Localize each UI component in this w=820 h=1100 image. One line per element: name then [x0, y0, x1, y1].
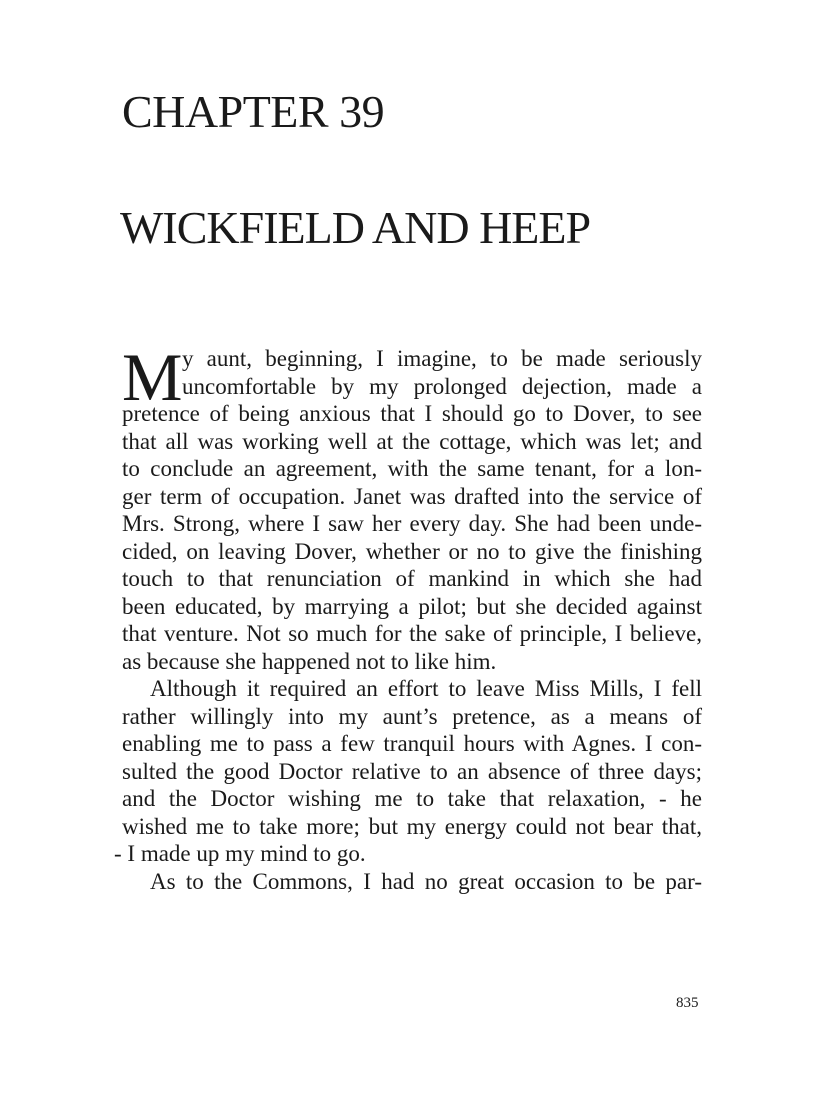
- text-line: wished me to take more; but my energy could not bear that,: [122, 813, 702, 839]
- text-line: that venture. Not so much for the sake of principle, I believe,: [122, 621, 702, 646]
- text-line: pretence of being anxious that I should go to Dover, to see: [122, 401, 702, 426]
- text-line: as because she happened not to like him.: [122, 648, 497, 674]
- text-line: that all was working well at the cottage, which was let; and: [122, 428, 702, 454]
- page-number: 835: [676, 995, 699, 1011]
- text-line: Mrs. Strong, where I saw her every day. She had been unde-: [122, 511, 702, 536]
- text-line: - I made up my mind to go.: [114, 841, 366, 866]
- chapter-number: CHAPTER 39: [122, 86, 385, 137]
- text-line: touch to that renunciation of mankind in which she had: [122, 566, 702, 591]
- chapter-title: WICKFIELD AND HEEP: [120, 202, 591, 253]
- text-line: As to the Commons, I had no great occasion to be par-: [150, 868, 702, 894]
- text-line: y aunt, beginning, I imagine, to be made seriously: [182, 346, 702, 371]
- text-line: cided, on leaving Dover, whether or no to give the finishing: [122, 538, 702, 564]
- text-line: Although it required an effort to leave Miss Mills, I fell: [150, 676, 702, 701]
- text-line: been educated, by marrying a pilot; but she decided against: [122, 593, 702, 619]
- text-line: uncomfortable by my prolonged dejection, made a: [182, 373, 702, 399]
- text-line: ger term of occupation. Janet was drafted into the service of: [122, 483, 702, 509]
- text-line: rather willingly into my aunt’s pretence, as a means of: [122, 703, 702, 729]
- text-line: sulted the good Doctor relative to an absence of three days;: [122, 758, 702, 784]
- body-text: [114, 339, 702, 895]
- text-line: enabling me to pass a few tranquil hours with Agnes. I con-: [122, 731, 702, 756]
- text-line: and the Doctor wishing me to take that relaxation, - he: [122, 786, 702, 811]
- drop-cap: M: [122, 339, 183, 415]
- text-line: to conclude an agreement, with the same tenant, for a lon-: [122, 456, 702, 481]
